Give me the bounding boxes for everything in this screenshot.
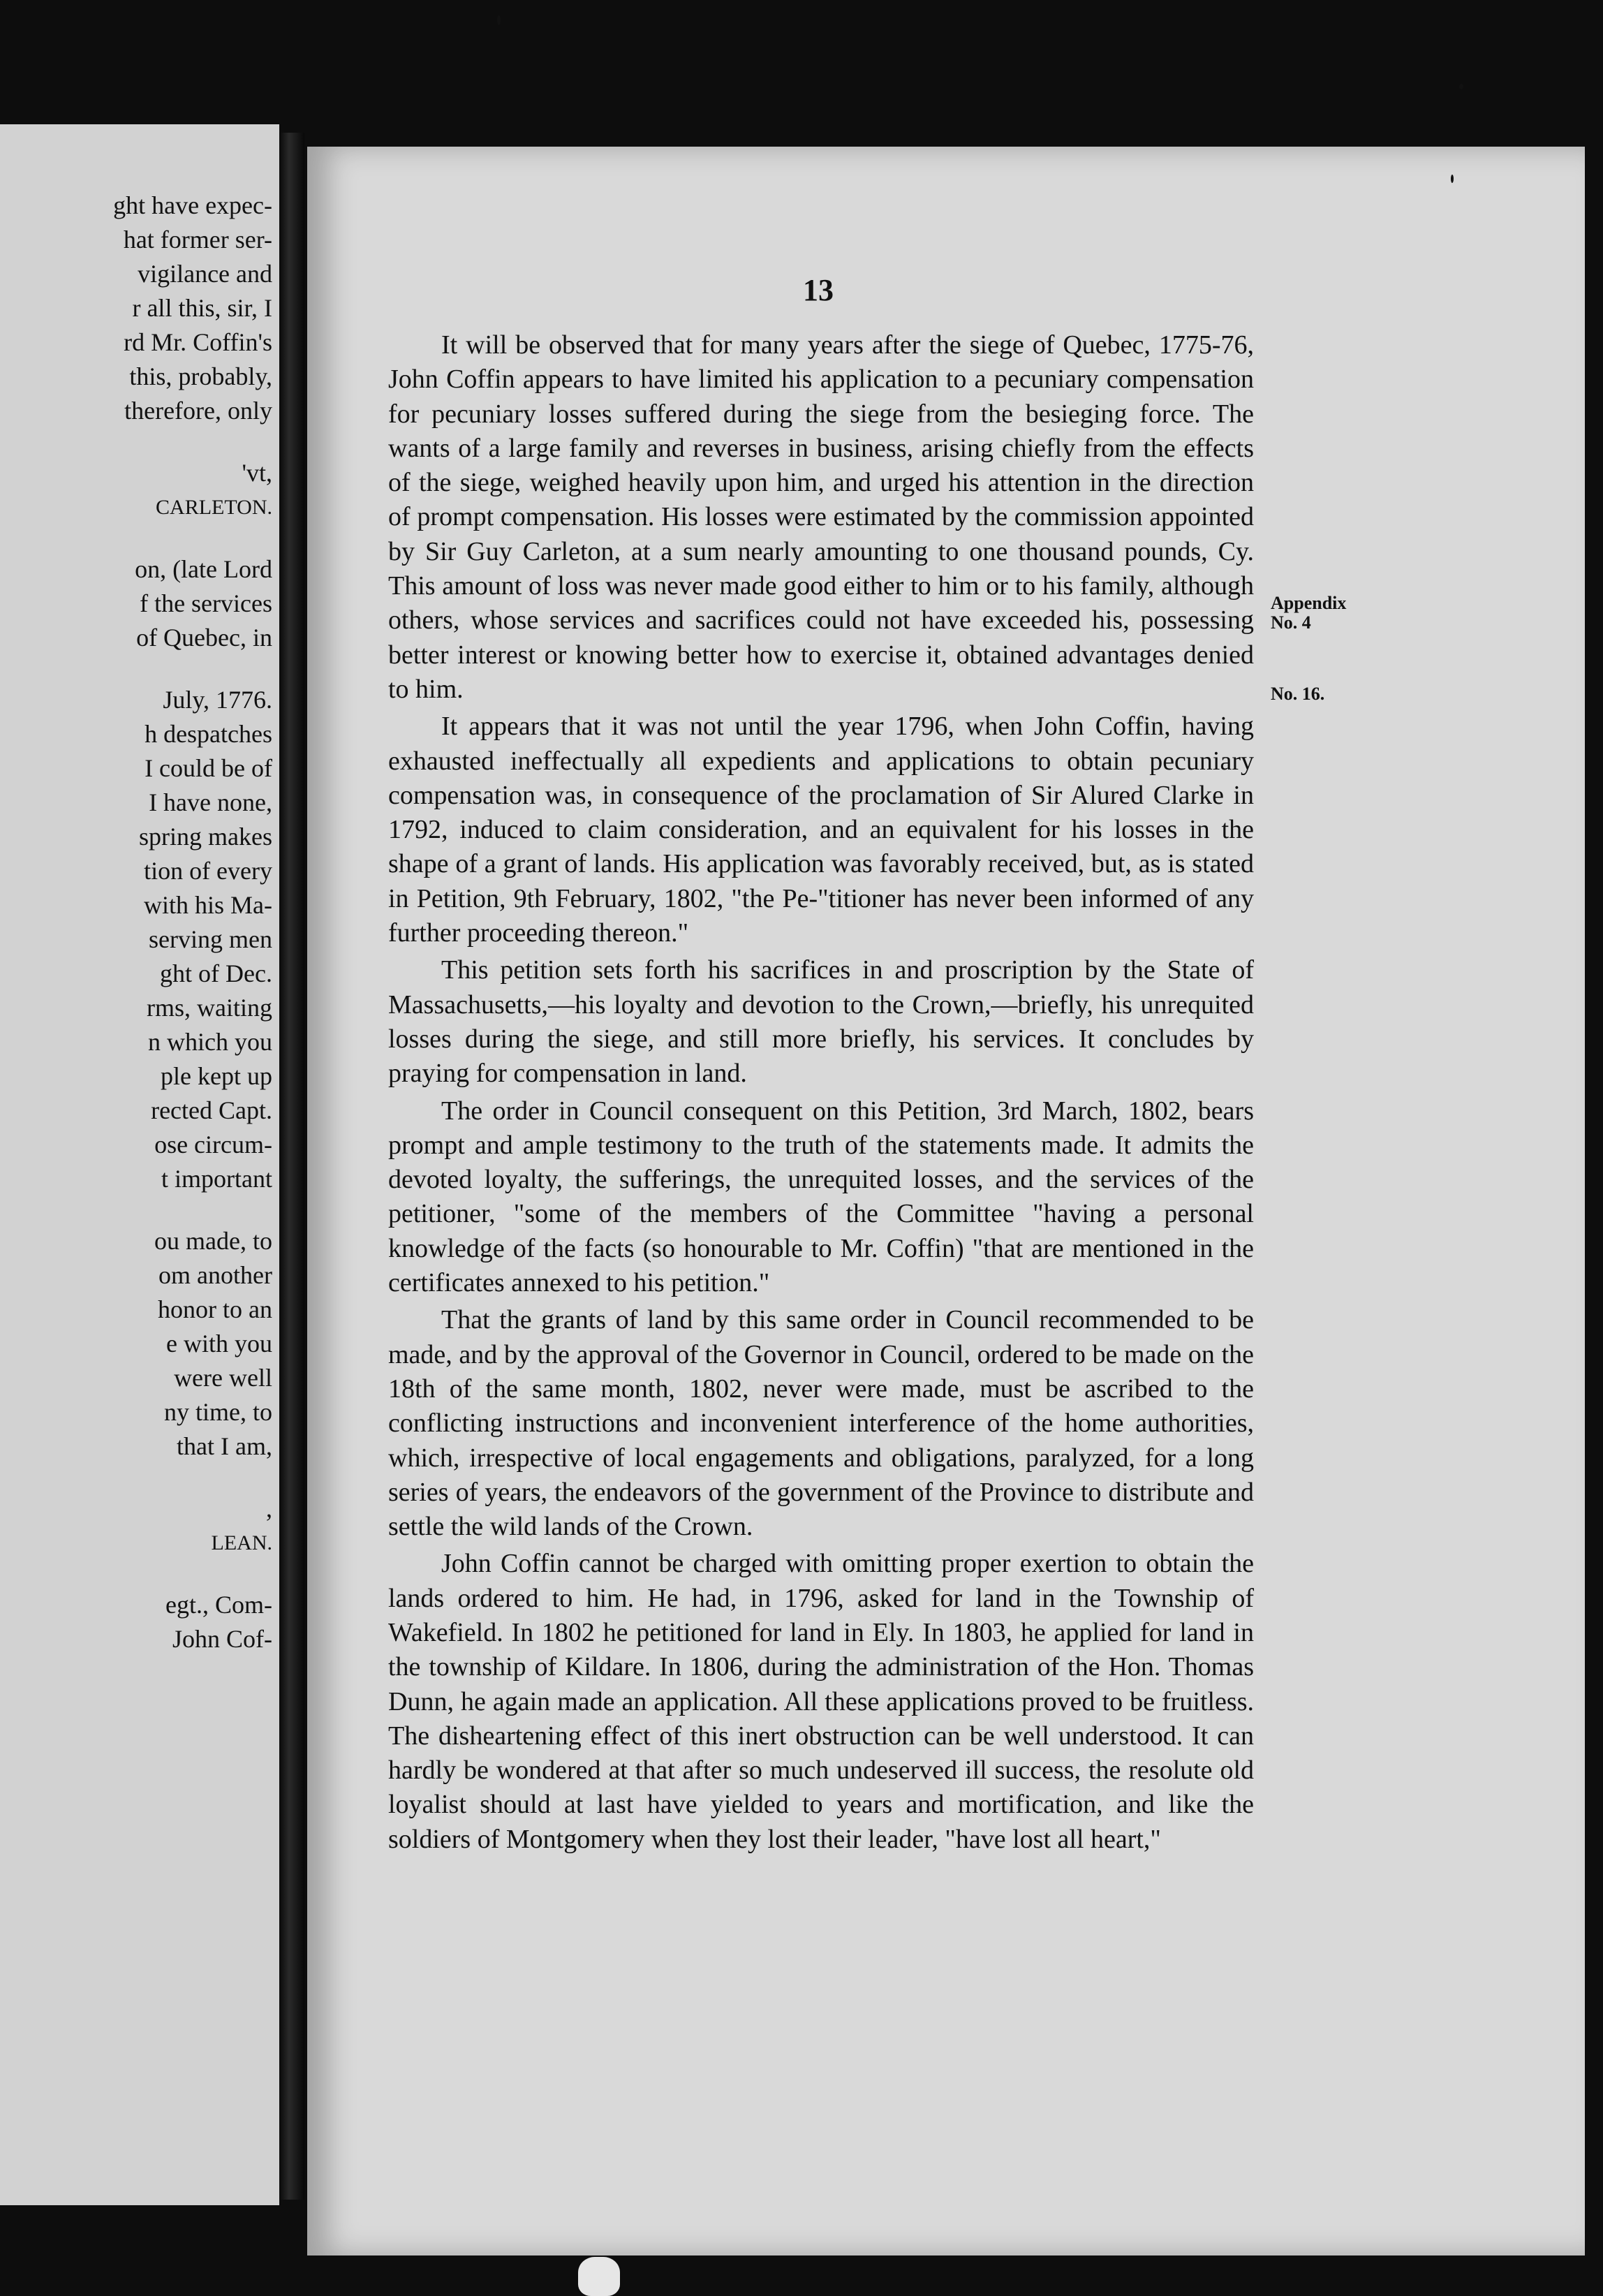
left-page-line: ose circum- xyxy=(154,1131,272,1158)
left-page-line: h despatches xyxy=(145,720,272,748)
page-number: 13 xyxy=(803,273,834,307)
left-page-line: LEAN. xyxy=(211,1531,272,1554)
line-gap xyxy=(0,524,272,552)
line-gap xyxy=(0,1464,272,1492)
margin-note-appendix xyxy=(1271,594,1346,633)
left-page-line: vigilance and xyxy=(138,260,272,288)
left-page-line: rms, waiting xyxy=(147,994,272,1022)
left-page-line: hat former ser- xyxy=(123,226,272,253)
left-page-line: this, probably, xyxy=(129,362,272,390)
margin-note-appendix-number: No. 4 xyxy=(1271,612,1311,633)
left-page-line: rd Mr. Coffin's xyxy=(124,328,272,356)
paragraph-1: It will be observed that for many years after the siege of Quebec, 1775-76, John Coffin appears to have limited his application to a pecuniary compensation for pecuniary losses suffered during the siege from the besieging force. The wants of a large family and reverses in business, arising chiefly from the effects of the siege, weighed heavily upon him, and urged his attention in the direction of prompt compensation. His losses were estimated by the commission appointed by Sir Guy Carleton, at a sum nearly amounting to one thousand pounds, Cy. This amount of loss was never made good either to him or to his family, although others, whose services and sacrifices could not have exceeded his, possessing better interest or knowing better how to exercise it, obtained advantages denied to him. xyxy=(388,330,1254,704)
left-page-text xyxy=(0,189,281,1656)
left-page-line: e with you xyxy=(166,1330,272,1357)
line-gap xyxy=(0,428,272,456)
paragraph-2: It appears that it was not until the year 1796, when John Coffin, having exhausted ineffectually all expedients and applications to obtain pecuniary compensation was, in consequence of the proclamation of Sir Alured Clarke in 1792, induced to claim consideration, and an equivalent for his losses in the shape of a grant of lands. His application was favorably received, but, as is stated in Petition, 9th February, 1802, "the Pe-"titioner has never been informed of any further proceeding thereon." xyxy=(388,712,1254,948)
left-page-line: on, (late Lord xyxy=(135,555,272,583)
left-page-line: om another xyxy=(158,1261,272,1289)
left-page-line: that I am, xyxy=(177,1432,272,1460)
margin-note-appendix-label: Appendix xyxy=(1271,593,1347,613)
left-page-line: ght of Dec. xyxy=(160,959,272,987)
left-page-line: 'vt, xyxy=(242,459,272,487)
scan-speck xyxy=(1459,84,1463,89)
paragraph-4: The order in Council consequent on this Petition, 3rd March, 1802, bears prompt and ample testimony to the truth of the statements made. It admits the devoted loyalty, the sufferings, the unrequited losses, and the services of the petitioner, "some of the members of the Committee "having a personal knowledge of the facts (so honourable to Mr. Coffin) "that are mentioned in the certificates annexed to his petition." xyxy=(388,1096,1254,1298)
scan-artifact xyxy=(578,2257,620,2296)
left-page-line: were well xyxy=(174,1364,272,1392)
left-page-line: John Cof- xyxy=(172,1625,272,1653)
book-gutter xyxy=(279,133,304,2200)
left-page-line: egt., Com- xyxy=(165,1591,272,1619)
left-page-line: n which you xyxy=(148,1028,272,1056)
left-page-line: f the services xyxy=(140,589,272,617)
scan-speck xyxy=(1451,175,1454,183)
left-page-line: serving men xyxy=(149,925,272,953)
left-page-line: rected Capt. xyxy=(151,1096,272,1124)
scan-speck xyxy=(497,15,501,25)
left-page-line: I could be of xyxy=(145,754,272,782)
left-page-line: tion of every xyxy=(144,857,272,885)
left-page-line: with his Ma- xyxy=(144,891,272,919)
margin-note-no16: No. 16. xyxy=(1271,684,1325,704)
left-page-line: ght have expec- xyxy=(113,191,272,219)
line-gap xyxy=(0,655,272,683)
left-page-line: of Quebec, in xyxy=(136,624,272,652)
left-page-line: July, 1776. xyxy=(163,686,272,714)
left-page-line: spring makes xyxy=(139,823,272,851)
left-page-line: ple kept up xyxy=(161,1062,272,1090)
left-page-line: I have none, xyxy=(149,788,272,816)
paragraph-6: John Coffin cannot be charged with omitting proper exertion to obtain the lands ordered to him. He had, in 1796, asked for land in the Township of Wakefield. In 1802 he petitioned for land in Ely. In 1803, he applied for land in the township of Kildare. In 1806, during the administration of the Hon. Thomas Dunn, he again made an application. All these applications proved to be fruitless. The disheartening effect of this inert obstruction can be well understood. It can hardly be wondered at that after so much undeserved ill success, the resolute old loyalist should at last have yielded to years and mortification, and like the soldiers of Montgomery when they lost their leader, "have lost all heart," xyxy=(388,1549,1254,1854)
left-page-line: therefore, only xyxy=(124,397,272,425)
left-page-line: honor to an xyxy=(158,1295,272,1323)
left-page-line: CARLETON. xyxy=(156,496,272,519)
left-page-line: r all this, sir, I xyxy=(132,294,272,322)
left-page-line: , xyxy=(266,1494,272,1522)
left-page-line: t important xyxy=(161,1165,272,1193)
line-gap xyxy=(0,1560,272,1588)
paragraph-5: That the grants of land by this same order in Council recommended to be made, and by the approval of the Governor in Council, ordered to be made on the 18th of the same month, 1802, never were made, must be ascribed to the conflicting instructions and inconvenient interference of the home authorities, which, irrespective of local engagements and obligations, paralyzed, for a long series of years, the endeavors of the government of the Province to distribute and settle the wild lands of the Crown. xyxy=(388,1305,1254,1542)
left-page-line: ny time, to xyxy=(164,1398,272,1426)
paragraph-3: This petition sets forth his sacrifices in and proscription by the State of Massachusetts,—his loyalty and devotion to the Crown,—briefly, his unrequited losses during the siege, and still more briefly, his services. It concludes by praying for compensation in land. xyxy=(388,955,1254,1089)
line-gap xyxy=(0,1196,272,1224)
left-page-line: ou made, to xyxy=(154,1227,272,1255)
page-body xyxy=(388,328,1254,1860)
